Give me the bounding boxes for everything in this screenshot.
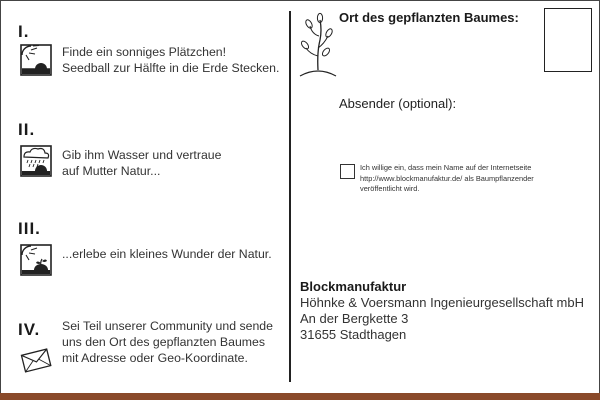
company-line: 31655 Stadthagen: [300, 327, 407, 342]
step-number: II.: [18, 120, 36, 139]
company-line: An der Bergkette 3: [300, 311, 409, 326]
sun-sprout-icon: [20, 244, 52, 276]
company-name: Blockmanufaktur: [300, 279, 407, 294]
tree-location-label: Ort des gepflanzten Baumes:: [339, 10, 519, 25]
step-1-text: Finde ein sonniges Plätzchen! Seedball zur Hälfte in die Erde Stecken.: [62, 45, 280, 75]
bottom-stripe: [0, 393, 600, 400]
step-3-text: ...erlebe ein kleines Wunder der Natur.: [62, 247, 272, 261]
step-number: IV.: [18, 320, 41, 339]
center-divider: [289, 11, 291, 382]
sender-label: Absender (optional):: [339, 96, 457, 111]
sapling-icon: [296, 12, 340, 78]
envelope-icon: [20, 342, 52, 374]
step-number: I.: [18, 22, 30, 41]
rain-cloud-icon: [20, 145, 52, 177]
consent-text: Ich willige ein, dass mein Name auf der Internetseite http://www.blockmanufaktur.de/ als Baumpflanzender veröffentlicht wird.: [360, 163, 534, 194]
sun-seedball-icon: [20, 44, 52, 76]
company-line: Höhnke & Voersmann Ingenieurgesellschaft mbH: [300, 295, 584, 310]
company-address: [300, 279, 584, 343]
step-number: III.: [18, 219, 41, 238]
consent-checkbox[interactable]: [340, 164, 355, 179]
step-4-text: Sei Teil unserer Community und sende uns den Ort des gepflanzten Baumes mit Adresse oder Geo-Koordinate.: [62, 319, 273, 365]
step-2-text: Gib ihm Wasser und vertraue auf Mutter Natur...: [62, 148, 222, 178]
stamp-box: [544, 8, 592, 72]
